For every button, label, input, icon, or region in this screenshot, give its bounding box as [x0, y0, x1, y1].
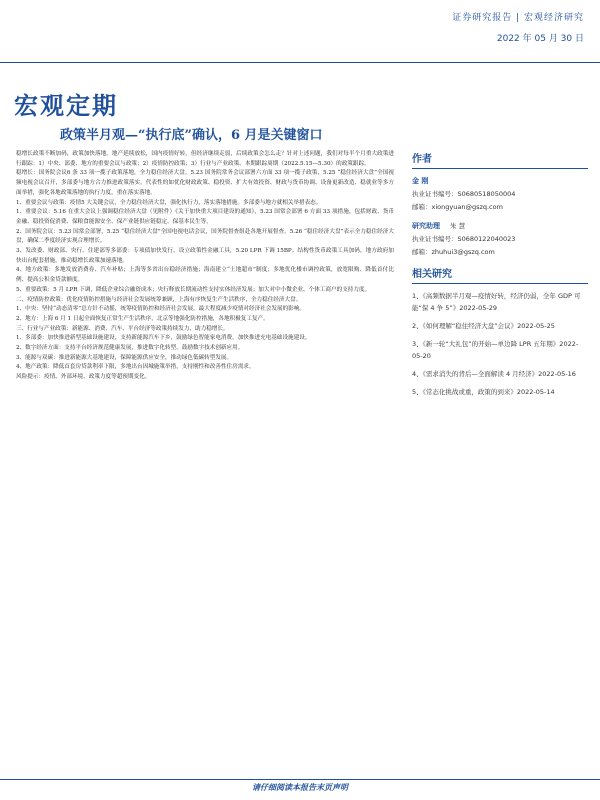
footer-divider — [0, 779, 600, 780]
body-paragraph: 1、多部委：加快推进新型基础设施建设，支持新能源汽车下乡，鼓励绿色智能家电消费，加快推进充电基础设施建设。 — [16, 335, 311, 342]
body-paragraph: 2、地方：上海 6 月 1 日起全面恢复正常生产生活秩序，北京等地强化防控措施，各地积极复工复产。 — [16, 315, 269, 322]
risk-warning: 风险提示：疫情、外部环境、政策力度等超预期变化。 — [16, 374, 151, 381]
related-research-item[interactable]: 2、《如何理解“稳住经济大盘”会议》2022-05-25 — [412, 322, 555, 330]
assistant-name: 研究助理 朱 慧 — [412, 222, 466, 230]
author-cert: 执业证书编号：S0680518050004 — [412, 190, 516, 198]
body-paragraph: 4、地方政策：多地发放消费券、汽车补贴；上海等多省出台稳经济措施；海南建立“土地超市”制度；多地优化楼市调控政策，放宽限购、降低首付比例、提高公积金贷款额度。 — [16, 267, 394, 284]
body-paragraph: 3、发改委、财政部、央行、住建部等多部委：专项债加快发行，设立政策性金融工具，5.20 LPR 下调 15BP。结构性货币政策工具加码，地方政府加快出台配套措施，推动稳增长政策加速落地。 — [16, 248, 394, 264]
author-email[interactable]: 邮箱：xiongyuan@gszq.com — [412, 203, 503, 211]
sidebar — [412, 150, 588, 404]
report-header — [452, 10, 584, 44]
report-body — [16, 150, 394, 772]
report-date: 2022 年 05 月 30 日 — [496, 34, 584, 44]
authors-title: 作者 — [412, 150, 588, 169]
report-headline: 政策半月观—“执行底”确认，6 月是关键窗口 — [60, 128, 323, 143]
related-research-item[interactable]: 5、《常态化挑战或重，政策的到来》2022-05-14 — [412, 388, 555, 396]
header-divider — [0, 62, 600, 63]
section-heading: 三、行业与产业政策：新能源、消费、汽车、平台经济等政策持续发力，助力稳增长。 — [16, 325, 229, 332]
body-paragraph: 4、地产政策：降低首套房贷款利率下限，多地出台因城施策举措，支持刚性和改善性住房需求。 — [16, 364, 255, 371]
report-type-title: 宏观定期 — [14, 92, 118, 120]
section-heading: 1、重要会议与政策：疫情5 大关键会议，全力稳住经济大盘，强化执行力，落实落地措施。多部委与地方就相关举措表态。 — [16, 199, 322, 206]
assistant-email[interactable]: 邮箱：zhuhui3@gszq.com — [412, 248, 495, 256]
body-paragraph: 3、能源与双碳：推进新能源大基地建设，保障能源供应安全，推动绿色低碳转型发展。 — [16, 354, 233, 361]
body-paragraph: 1、中央：坚持“动态清零”总方针不动摇，统筹疫情防控和经济社会发展，最大程度减少疫情对经济社会发展的影响。 — [16, 306, 305, 313]
body-paragraph: 2、国务院会议：5.23 国常会部署，5.25 “稳住经济大盘”全国电视电话会议，国务院督查组赴各地开展督查。5.26 “稳住经济大盘”表示全力稳住经济大盘，确保二季度经济实现合理增长。 — [16, 228, 394, 245]
assistant-cert: 执业证书编号：S0680122040023 — [412, 235, 516, 243]
body-paragraph: 5、重要政策：5 月 LPR 下调，降低企业综合融资成本；央行释放长期流动性支持实体经济发展；加大对中小微企业、个体工商户的支持力度。 — [16, 286, 371, 293]
report-category: 证券研究报告 | 宏观经济研究 — [452, 13, 584, 23]
body-paragraph: 稳增长政策不断加码，政策加快落地。地产延续放松，国内疫情好转，但经济继续走弱，后续政策会怎么走？针对上述问题，我们对每半个月重大政策进行跟踪：1）中央、部委、地方的重要会议与政策；2）疫情防控政策；3）行业与产业政策。本期跟踪周期（2022.5.15—5.30）的政策跟踪。 — [16, 151, 394, 167]
related-research-title: 相关研究 — [412, 265, 588, 284]
author-name: 金 刚 — [412, 177, 429, 185]
related-research-item[interactable]: 4、《需求消失的背后—全面解读 4 月经济》2022-05-16 — [412, 370, 576, 378]
body-paragraph: 1、重要会议：5.16 在重大会议上强调稳住经济大盘（见附件）《关于加快重大项目建设的通知》，5.23 国常会部署 6 方面 33 项措施，包括财政、货币金融、稳投资促消费、保粮食能源安全、保产业链供应链稳定、保基本民生等。 — [16, 209, 394, 225]
section-heading: 二、疫情防控政策：优化疫情防控措施与经济社会发展统筹兼顾，上海有序恢复生产生活秩序，全力稳住经济大盘。 — [16, 296, 302, 303]
footer-disclaimer: 请仔细阅读本报告末页声明 — [252, 782, 348, 792]
body-paragraph: 稳增长：国务院会议6 条 33 项一揽子政策落地，全力稳住经济大盘。5.23 国务院常务会议部署六方面 33 项一揽子政策，5.25 “稳住经济大盘”全国视频电视会议召开，多部委与地方合力推进政策落实。代表性的如优化财政政策、稳投资、扩大有效投资、财政与货币协调、设备更新改造、稳就业等多方面举措，强化各地政策落地的执行力度，重在落实落地。 — [16, 170, 394, 196]
related-research-item[interactable]: 1、《高频数据半月观—疫情好转，经济仍弱，全年 GDP 可能“保 4 争 5”》2022-05-29 — [412, 292, 581, 312]
related-research-item[interactable]: 3、《新一轮“大礼包”的开始—单边降 LPR 五年期》2022-05-20 — [412, 340, 579, 360]
body-paragraph: 2、数字经济方面：支持平台经济规范健康发展，推进数字化转型，鼓励数字技术创新应用。 — [16, 345, 244, 352]
